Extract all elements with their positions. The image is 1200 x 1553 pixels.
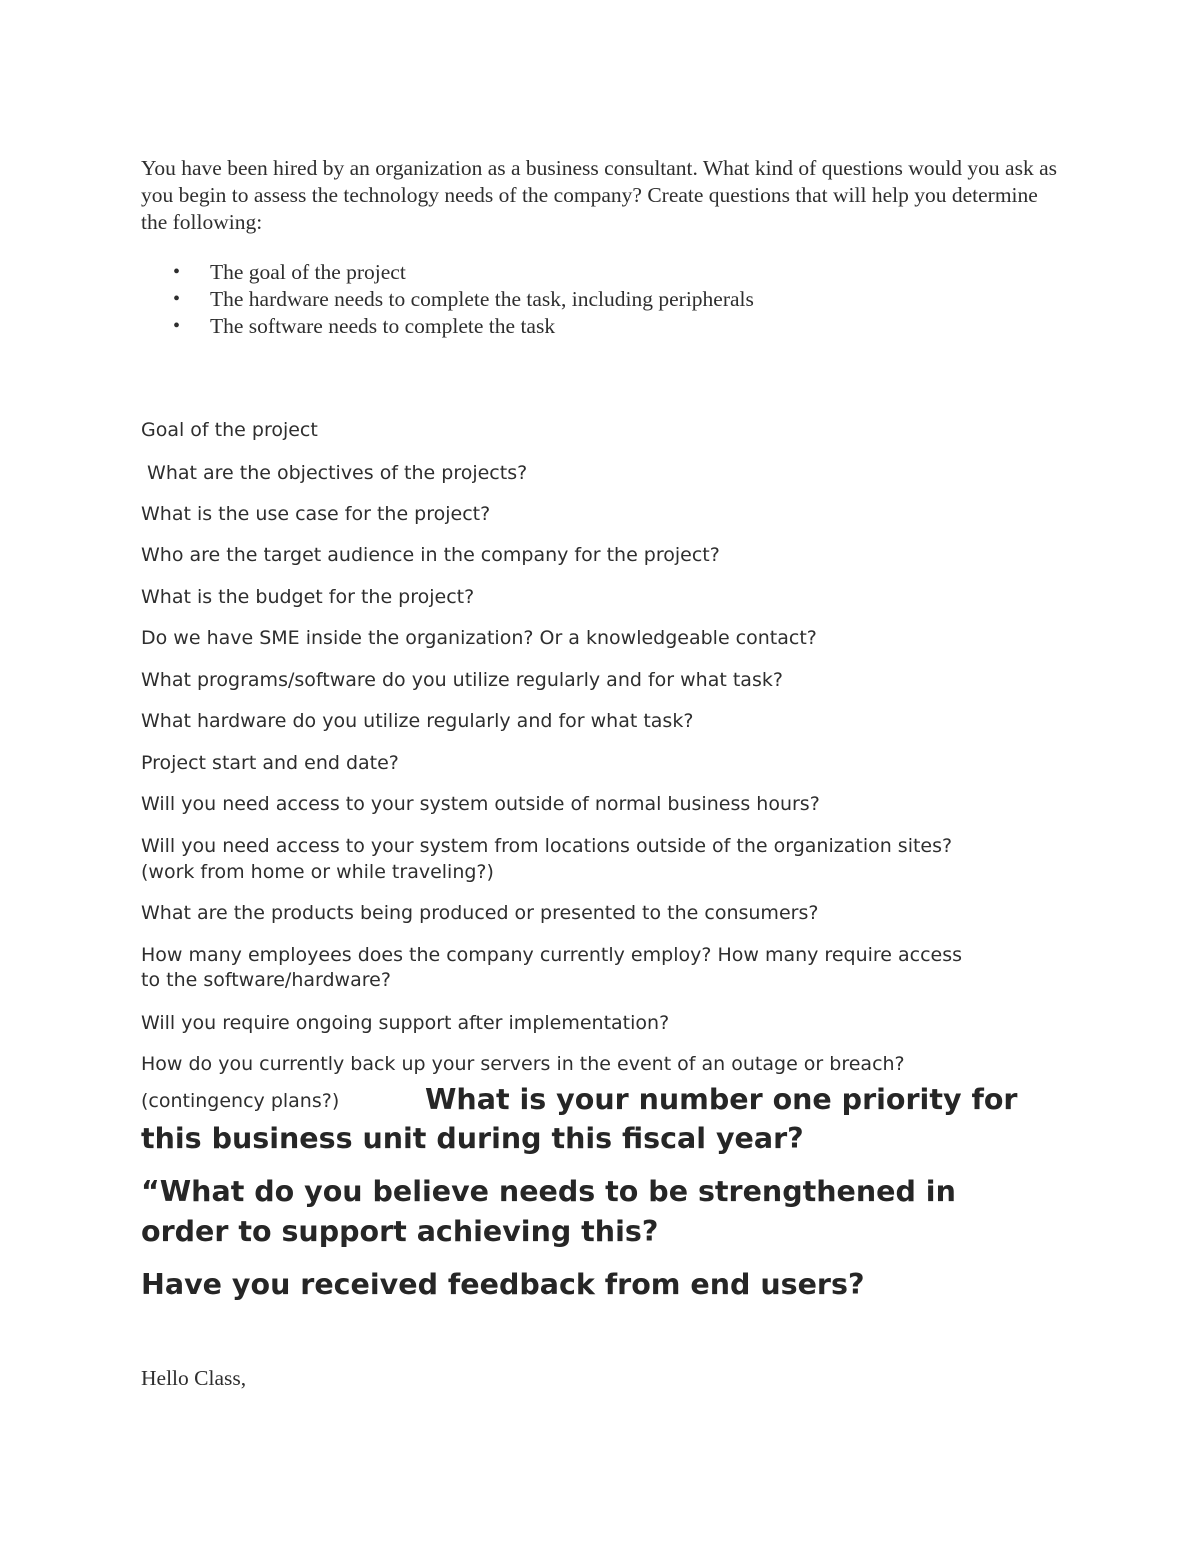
question-line: What programs/software do you utilize regularly and for what task? <box>141 669 783 691</box>
question-line: Will you require ongoing support after implementation? <box>141 1012 670 1034</box>
bold-question: “What do you believe needs to be strengthened in <box>141 1175 956 1208</box>
bold-question: this business unit during this fiscal year? <box>141 1122 804 1155</box>
bold-question: order to support achieving this? <box>141 1215 659 1248</box>
question-line: What is the budget for the project? <box>141 586 475 608</box>
bullet-icon: • <box>173 261 181 283</box>
list-item: • The goal of the project <box>173 260 406 284</box>
requirements-list <box>141 259 754 340</box>
question-line: (contingency plans?) <box>141 1090 340 1112</box>
closing-greeting: Hello Class, <box>141 1366 247 1390</box>
question-line: (work from home or while traveling?) <box>141 861 494 883</box>
question-line: What is the use case for the project? <box>141 503 491 525</box>
list-item: • The software needs to complete the task <box>173 314 556 338</box>
question-line: Will you need access to your system from locations outside of the organization sites? <box>141 835 953 857</box>
question-line: to the software/hardware? <box>141 969 391 991</box>
question-line: Who are the target audience in the company for the project? <box>141 544 720 566</box>
question-line: Project start and end date? <box>141 752 399 774</box>
list-item: • The hardware needs to complete the task, including peripherals <box>173 287 754 311</box>
bullet-icon: • <box>173 288 181 310</box>
question-line: What hardware do you utilize regularly and for what task? <box>141 710 694 732</box>
bold-question: Have you received feedback from end users? <box>141 1268 865 1301</box>
question-line: Will you need access to your system outside of normal business hours? <box>141 793 820 815</box>
question-line: How many employees does the company currently employ? How many require access <box>141 944 963 966</box>
section-heading: Goal of the project <box>141 419 318 441</box>
question-line: Do we have SME inside the organization? Or a knowledgeable contact? <box>141 627 817 649</box>
bullet-icon: • <box>173 315 181 337</box>
bold-question: What is your number one priority for <box>425 1083 1018 1116</box>
question-line: What are the objectives of the projects? <box>141 462 528 484</box>
intro-paragraph: You have been hired by an organization as a business consultant. What kind of questions would you ask as you begin to assess the technology needs of the company? Create questions that will help you determine the following: <box>141 156 1057 234</box>
question-line: What are the products being produced or presented to the consumers? <box>141 902 819 924</box>
question-line: How do you currently back up your servers in the event of an outage or breach? <box>141 1053 905 1075</box>
